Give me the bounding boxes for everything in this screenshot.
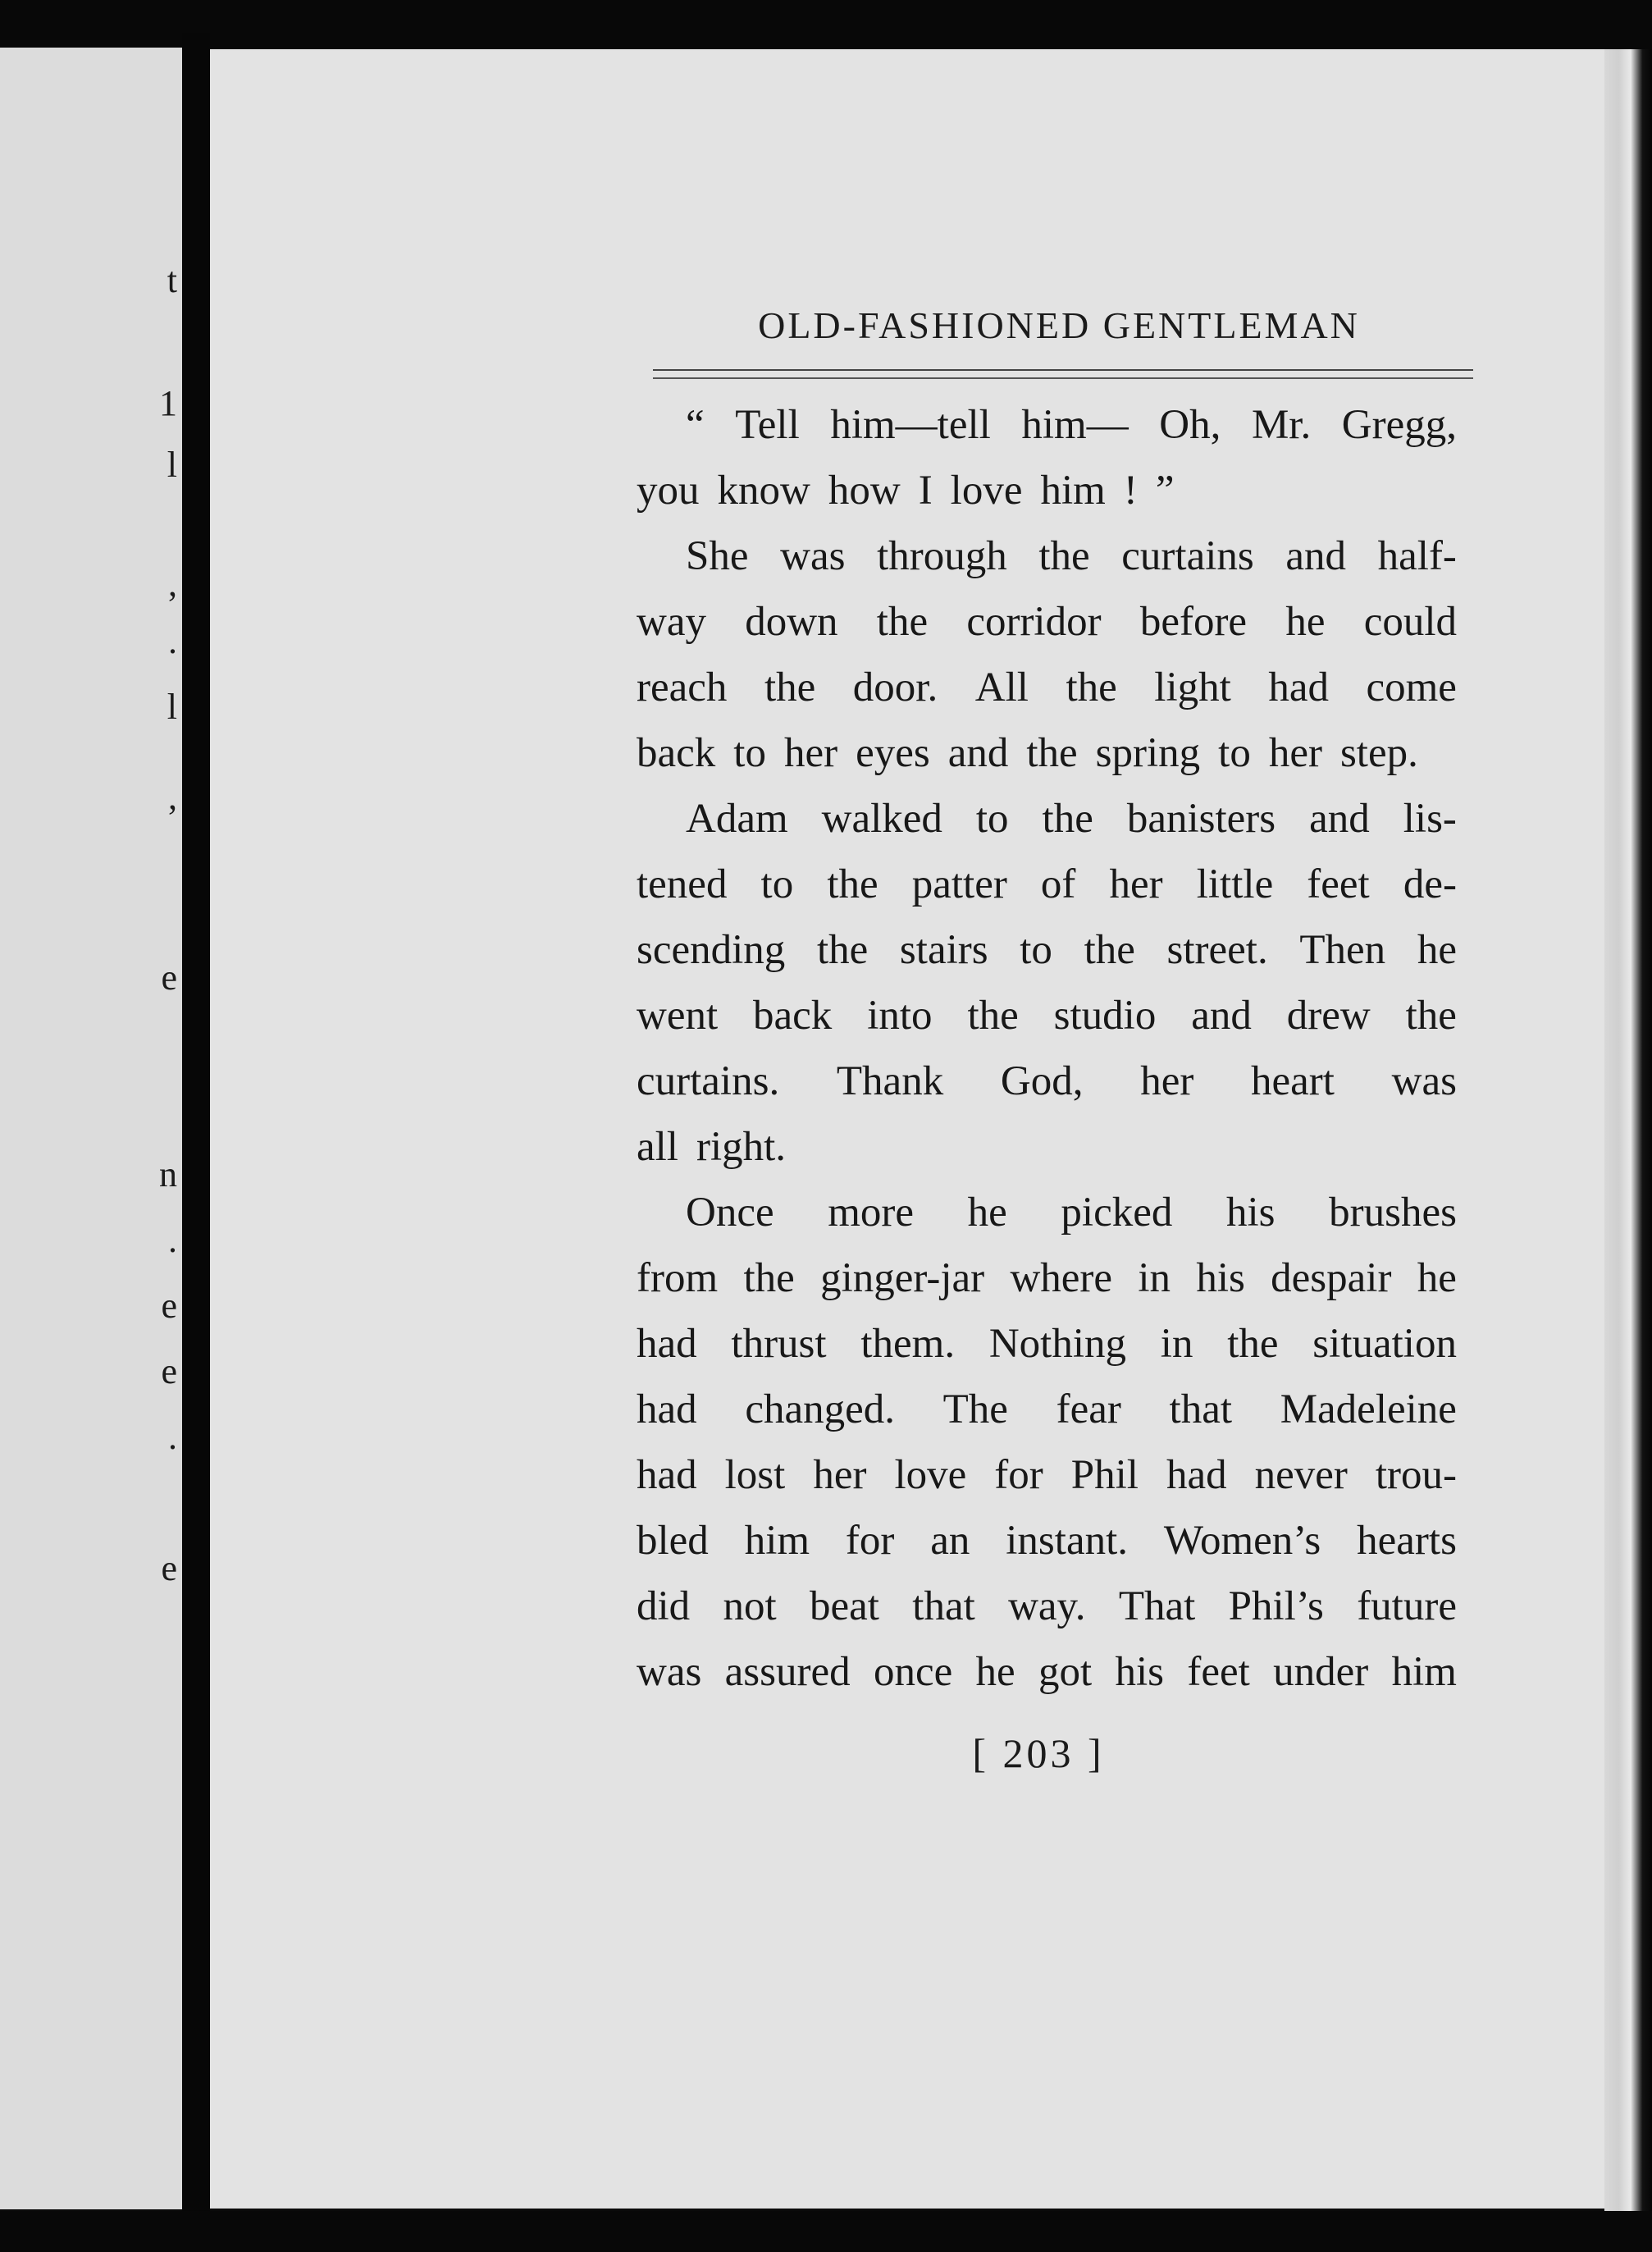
word: banisters: [1126, 796, 1276, 842]
word: street.: [1166, 927, 1268, 973]
word: for: [994, 1452, 1043, 1498]
word: him: [1391, 1649, 1457, 1695]
word: through: [877, 533, 1007, 579]
facing-page-fragment: e: [161, 1351, 177, 1391]
book-gutter: [182, 33, 210, 2223]
word: thrust: [731, 1321, 827, 1367]
word: Adam: [686, 796, 788, 842]
word: an: [930, 1518, 970, 1564]
word: All: [974, 665, 1029, 710]
facing-page-fragment: ,: [168, 777, 177, 817]
word: right.: [696, 1124, 787, 1170]
word: the: [1026, 730, 1078, 776]
word: of: [1040, 861, 1076, 907]
word: She: [686, 533, 749, 579]
facing-page-fragment: .: [168, 621, 177, 661]
word: Nothing: [988, 1321, 1127, 1367]
text-line: [637, 1442, 1457, 1508]
word: way: [637, 599, 706, 645]
word: the: [967, 993, 1019, 1039]
word: feet: [1187, 1649, 1250, 1695]
word: not: [723, 1583, 777, 1629]
word: for: [845, 1518, 895, 1564]
text-line: [637, 655, 1457, 720]
page-number: [ 203 ]: [972, 1730, 1105, 1776]
word: Then: [1299, 927, 1386, 973]
facing-page-fragment: l: [167, 687, 177, 727]
word: Madeleine: [1280, 1386, 1457, 1432]
text-line: [637, 1311, 1457, 1377]
word: the: [827, 861, 878, 907]
word: future: [1357, 1583, 1457, 1629]
word: he: [1417, 1255, 1457, 1301]
facing-page-fragment: t: [167, 260, 177, 300]
word: eyes: [856, 730, 930, 776]
word: half-: [1377, 533, 1457, 579]
word: had: [637, 1321, 697, 1367]
word: how: [828, 468, 901, 514]
text-line: [637, 1574, 1457, 1639]
word: fear: [1056, 1386, 1121, 1432]
word: and: [1191, 993, 1252, 1039]
word: in: [1138, 1255, 1171, 1301]
word: the: [816, 927, 869, 973]
header-rule-bottom: [653, 377, 1473, 379]
word: reach: [637, 665, 728, 710]
word: and: [1309, 796, 1370, 842]
word: patter: [911, 861, 1007, 907]
header-rule-top: [653, 369, 1473, 371]
word: the: [1405, 993, 1457, 1039]
word: lost: [724, 1452, 786, 1498]
word: walked: [821, 796, 942, 842]
word: her: [783, 730, 838, 776]
text-line: [637, 917, 1457, 983]
facing-page-fragment: e: [161, 1548, 177, 1588]
word: you: [637, 468, 700, 514]
word: under: [1273, 1649, 1369, 1695]
text-line: [637, 983, 1457, 1048]
word: the: [876, 599, 929, 645]
text-line: [637, 1639, 1457, 1705]
word: that: [912, 1583, 975, 1629]
word: him—: [1021, 402, 1129, 448]
facing-page-fragment: .: [168, 1220, 177, 1260]
word: hearts: [1357, 1518, 1457, 1564]
word: studio: [1053, 993, 1157, 1039]
word: the: [1038, 533, 1090, 579]
facing-page-fragment: ,: [168, 564, 177, 604]
word: the: [764, 665, 816, 710]
body-text: [637, 392, 1457, 1705]
word: lis-: [1403, 796, 1457, 842]
word: the: [1084, 927, 1135, 973]
word: back: [753, 993, 833, 1039]
word: his: [1196, 1255, 1245, 1301]
word: corridor: [966, 599, 1102, 645]
word: to: [975, 796, 1009, 842]
word: I: [918, 468, 933, 514]
word: he: [967, 1190, 1007, 1236]
word: ginger-jar: [820, 1255, 985, 1301]
word: brushes: [1329, 1190, 1457, 1236]
word: little: [1196, 861, 1274, 907]
page-edge-right: [1604, 49, 1652, 2211]
facing-page-fragment: e: [161, 957, 177, 998]
word: had: [1268, 665, 1329, 710]
text-line: [637, 458, 1457, 523]
book-page: [210, 49, 1604, 2209]
word: to: [1020, 927, 1052, 973]
word: light: [1154, 665, 1231, 710]
word: to: [760, 861, 794, 907]
word: drew: [1286, 993, 1371, 1039]
word: curtains.: [637, 1058, 780, 1104]
word: come: [1366, 665, 1457, 710]
word: never: [1254, 1452, 1348, 1498]
word: “: [686, 402, 705, 448]
word: and: [947, 730, 1009, 776]
text-line: [637, 720, 1457, 786]
word: love: [894, 1452, 967, 1498]
word: instant.: [1006, 1518, 1129, 1564]
text-line: [637, 1245, 1457, 1311]
word: Gregg,: [1341, 402, 1457, 448]
word: to: [733, 730, 766, 776]
word: know: [717, 468, 810, 514]
word: bled: [637, 1518, 709, 1564]
word: assured: [724, 1649, 851, 1695]
word: her: [1140, 1058, 1194, 1104]
word: his: [1226, 1190, 1276, 1236]
word: where: [1010, 1255, 1113, 1301]
facing-page-fragment: 1: [159, 383, 177, 423]
word: could: [1363, 599, 1457, 645]
word: the: [1227, 1321, 1279, 1367]
word: had: [1166, 1452, 1227, 1498]
word: Once: [686, 1190, 774, 1236]
header-double-rule: [653, 369, 1473, 386]
word: back: [637, 730, 716, 776]
word: her: [1109, 861, 1163, 907]
word: was: [1391, 1058, 1457, 1104]
word: more: [828, 1190, 915, 1236]
word: That: [1118, 1583, 1196, 1629]
text-line: [637, 1114, 1457, 1180]
word: heart: [1251, 1058, 1335, 1104]
word: that: [1169, 1386, 1233, 1432]
text-line: [637, 852, 1457, 917]
text-line: [637, 589, 1457, 655]
word: him—tell: [830, 402, 991, 448]
word: feet: [1307, 861, 1370, 907]
word: from: [637, 1255, 719, 1301]
word: curtains: [1121, 533, 1254, 579]
word: he: [975, 1649, 1015, 1695]
word: Thank: [836, 1058, 944, 1104]
word: beat: [810, 1583, 879, 1629]
facing-page-fragment: .: [168, 1417, 177, 1457]
text-line: [637, 1048, 1457, 1114]
word: !: [1123, 468, 1138, 514]
running-header: OLD-FASHIONED GENTLEMAN: [758, 304, 1360, 346]
word: the: [743, 1255, 795, 1301]
word: was: [637, 1649, 702, 1695]
word: her: [813, 1452, 867, 1498]
text-line: [637, 523, 1457, 589]
word: de-: [1403, 861, 1457, 907]
word: went: [637, 993, 719, 1039]
text-line: [637, 786, 1457, 852]
facing-page-fragment: n: [159, 1154, 177, 1195]
word: down: [745, 599, 838, 645]
scan-border-top: [0, 0, 1652, 49]
word: Phil’s: [1228, 1583, 1324, 1629]
word: had: [637, 1386, 697, 1432]
word: stairs: [899, 927, 988, 973]
word: him: [744, 1518, 810, 1564]
text-line: [637, 1180, 1457, 1245]
word: Tell: [735, 402, 800, 448]
scan-border-bottom: [0, 2211, 1652, 2252]
text-line: [637, 1377, 1457, 1442]
word: God,: [1000, 1058, 1084, 1104]
word: picked: [1061, 1190, 1173, 1236]
word: he: [1417, 927, 1457, 973]
word: the: [1042, 796, 1093, 842]
word: before: [1139, 599, 1248, 645]
word: Phil: [1070, 1452, 1139, 1498]
facing-page: [0, 48, 182, 2209]
word: Oh,: [1159, 402, 1221, 448]
word: changed.: [745, 1386, 895, 1432]
text-line: [637, 392, 1457, 458]
word: his: [1115, 1649, 1165, 1695]
word: The: [942, 1386, 1008, 1432]
word: to: [1218, 730, 1251, 776]
word: step.: [1339, 730, 1418, 776]
word: spring: [1095, 730, 1201, 776]
word: got: [1038, 1649, 1093, 1695]
text-line: [637, 1508, 1457, 1574]
word: trou-: [1375, 1452, 1457, 1498]
word: he: [1285, 599, 1326, 645]
facing-page-fragment: e: [161, 1286, 177, 1326]
word: way.: [1008, 1583, 1086, 1629]
word: despair: [1271, 1255, 1392, 1301]
word: into: [867, 993, 933, 1039]
word: was: [780, 533, 846, 579]
word: her: [1268, 730, 1322, 776]
word: and: [1285, 533, 1347, 579]
word: had: [637, 1452, 697, 1498]
word: them.: [860, 1321, 956, 1367]
word: Mr.: [1251, 402, 1312, 448]
word: love: [950, 468, 1023, 514]
word: him: [1040, 468, 1106, 514]
word: door.: [852, 665, 938, 710]
word: tened: [637, 861, 728, 907]
word: Women’s: [1163, 1518, 1321, 1564]
word: situation: [1312, 1321, 1457, 1367]
word: in: [1160, 1321, 1193, 1367]
word: the: [1066, 665, 1117, 710]
word: ”: [1155, 468, 1175, 514]
word: did: [637, 1583, 691, 1629]
facing-page-fragment: l: [167, 445, 177, 485]
word: all: [637, 1124, 678, 1170]
word: scending: [637, 927, 786, 973]
word: once: [873, 1649, 953, 1695]
